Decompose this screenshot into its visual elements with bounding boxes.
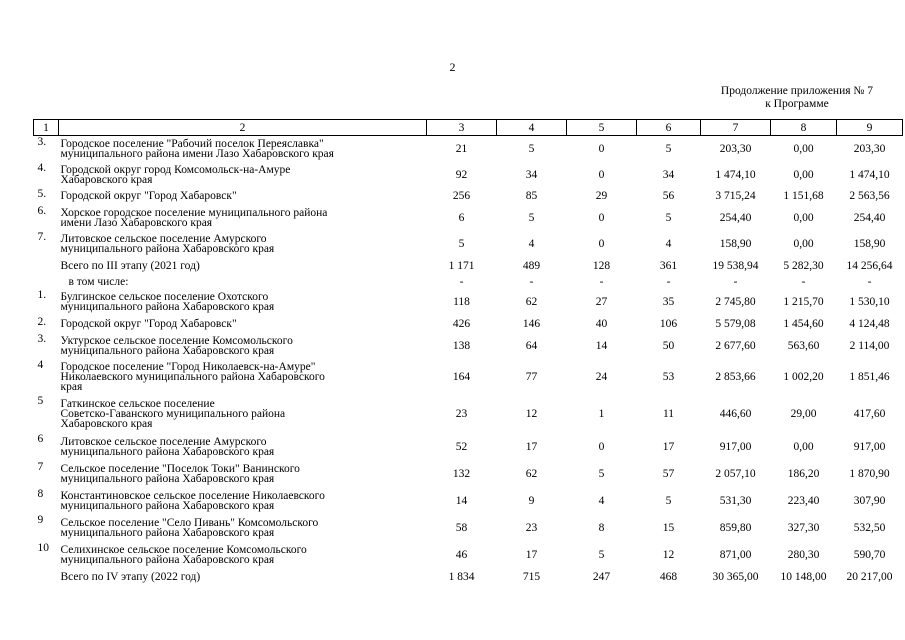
row-name-line: Уктурское сельское поселение Комсомольского (60, 334, 293, 347)
value-cell: 17 (525, 549, 538, 561)
row-name (59, 188, 427, 205)
table-row (34, 188, 903, 205)
value-cell: 1 474,10 (715, 168, 756, 181)
row-name-line: муниципального района Хабаровского края (60, 499, 275, 512)
header-cell: 6 (637, 120, 701, 136)
value-cell: 1 834 (448, 571, 475, 583)
value-cell: 56 (662, 190, 675, 202)
value-cell: 6 (458, 211, 465, 224)
row-name (59, 205, 427, 231)
value-cell: 5 (665, 142, 672, 155)
value-cell: 1 530,10 (849, 296, 890, 308)
value-cell: 1 151,68 (783, 190, 824, 202)
row-number: 6. (37, 204, 47, 217)
header-cell: 5 (567, 120, 637, 136)
value-cell: 11 (662, 407, 675, 420)
table-row (34, 461, 903, 488)
value-cell: 30 365,00 (712, 571, 759, 583)
value-cell: 58 (455, 521, 468, 534)
value-cell: 15 (662, 521, 675, 534)
row-name-line: Хабаровского края (60, 417, 153, 430)
value-cell: 5 (598, 468, 605, 480)
row-name-line: Хабаровского края (60, 173, 153, 186)
value-cell: 0,00 (793, 440, 814, 453)
value-cell: 4 124,48 (849, 318, 890, 330)
value-cell: 223,40 (787, 494, 820, 507)
value-cell: 106 (659, 318, 678, 330)
header-cell: 9 (837, 120, 903, 136)
header-cell: 3 (427, 120, 497, 136)
value-cell: 14 (595, 339, 608, 352)
value-cell: - (459, 275, 464, 288)
row-name (59, 542, 427, 569)
value-cell: 1 870,90 (849, 468, 890, 480)
row-number: 2. (37, 315, 47, 328)
value-cell: 19 538,94 (712, 260, 759, 272)
row-name (59, 258, 427, 275)
value-cell: - (599, 275, 604, 288)
header-cell: 4 (497, 120, 567, 136)
row-name-line: муниципального района Хабаровского края (60, 344, 275, 357)
value-cell: 8 (598, 521, 605, 534)
value-cell: 531,30 (719, 494, 752, 507)
row-name (59, 333, 427, 359)
value-cell: 62 (525, 296, 538, 308)
row-name-line: Всего по III этапу (2021 год) (60, 260, 200, 272)
value-cell: 17 (525, 440, 538, 453)
table-row (34, 162, 903, 188)
value-cell: 4 (598, 494, 605, 507)
row-name-line: Селихинское сельское поселение Комсомольского (60, 544, 307, 556)
value-cell: 64 (525, 339, 538, 352)
value-cell: 40 (595, 318, 608, 330)
value-cell: 859,80 (719, 521, 752, 534)
value-cell: 0 (598, 211, 605, 224)
table-row (34, 433, 903, 461)
row-name-line: муниципального района Хабаровского края (60, 445, 275, 458)
value-cell: 35 (662, 296, 675, 308)
row-number (34, 258, 59, 275)
row-number: 10 (37, 541, 49, 554)
table-row (34, 231, 903, 258)
value-cell: 254,40 (719, 211, 752, 224)
value-cell: 118 (453, 296, 470, 308)
value-cell: 17 (662, 440, 675, 453)
value-cell: 46 (455, 549, 468, 561)
value-cell: 34 (662, 168, 675, 181)
row-name-line: края (60, 380, 83, 393)
value-cell: 14 (455, 494, 468, 507)
value-cell: 2 677,60 (715, 339, 756, 352)
value-cell: 21 (455, 142, 468, 155)
row-number: 3. (37, 136, 47, 148)
value-cell: 132 (452, 468, 471, 480)
value-cell: 186,20 (787, 468, 820, 480)
value-cell: 0 (598, 168, 605, 181)
table-row (34, 136, 903, 162)
value-cell: 92 (455, 168, 468, 181)
value-cell: 14 256,64 (846, 260, 893, 272)
row-name-line: Гаткинское сельское поселение (60, 397, 215, 410)
value-cell: 2 853,66 (715, 370, 756, 383)
program-table (33, 119, 903, 586)
row-name-line: Николаевского муниципального района Хабаровского (60, 370, 325, 383)
row-name-line: Всего по IV этапу (2022 год) (60, 571, 201, 583)
value-cell: 158,90 (719, 238, 752, 250)
value-cell: 590,70 (853, 549, 886, 561)
value-cell: 24 (595, 370, 608, 383)
value-cell: 2 563,56 (849, 190, 890, 202)
value-cell: 0 (598, 440, 605, 453)
value-cell: - (666, 275, 671, 288)
value-cell: 4 (528, 238, 535, 250)
row-number: 5 (37, 394, 44, 407)
header-cell: 8 (771, 120, 837, 136)
row-name (59, 395, 427, 433)
value-cell: 4 (665, 238, 672, 250)
value-cell: 0,00 (793, 238, 814, 250)
value-cell: 0 (598, 142, 605, 155)
value-cell: 1 002,20 (783, 370, 824, 383)
header-cell: 1 (34, 120, 59, 136)
value-cell: 468 (659, 571, 678, 583)
row-name-line: Советско-Гаванского муниципального района (60, 407, 286, 420)
row-number (34, 275, 59, 289)
value-cell: 10 148,00 (780, 571, 827, 583)
row-number: 6 (37, 432, 44, 445)
row-name (59, 569, 427, 586)
row-name-line: Городской округ "Город Хабаровск" (60, 318, 237, 330)
row-name-line: муниципального района Хабаровского края (60, 526, 275, 539)
row-name (59, 488, 427, 514)
value-cell: 27 (595, 296, 608, 308)
row-name-line: муниципального района Хабаровского края (60, 554, 275, 566)
table-row (34, 258, 903, 275)
row-name-line: Сельское поселение "Поселок Токи" Ванинского (60, 463, 300, 475)
value-cell: 489 (522, 260, 541, 272)
value-cell: 563,60 (787, 339, 820, 352)
value-cell: 247 (592, 571, 611, 583)
value-cell: - (733, 275, 738, 288)
value-cell: 29 (595, 190, 608, 202)
value-cell: 446,60 (719, 407, 752, 420)
row-name-line: Хорское городское поселение муниципального района (60, 206, 328, 219)
table-row (34, 275, 903, 289)
value-cell: 138 (452, 339, 471, 352)
page-number: 2 (449, 60, 456, 74)
value-cell: 1 (598, 407, 605, 420)
table-row (34, 488, 903, 514)
table-header-row (34, 120, 903, 136)
value-cell: 532,50 (853, 521, 886, 534)
row-name-line: муниципального района имени Лазо Хабаровского края (60, 147, 334, 160)
value-cell: 2 114,00 (849, 339, 890, 352)
value-cell: 5 (665, 211, 672, 224)
value-cell: 128 (592, 260, 611, 272)
row-name (59, 316, 427, 333)
value-cell: 53 (662, 370, 675, 383)
value-cell: 0,00 (793, 168, 814, 181)
table-row (34, 395, 903, 433)
row-number: 7. (37, 230, 47, 243)
value-cell: 146 (522, 318, 541, 330)
value-cell: 280,30 (787, 549, 820, 561)
value-cell: 52 (455, 440, 468, 453)
value-cell: 417,60 (853, 407, 886, 420)
table-row (34, 542, 903, 569)
row-name (59, 231, 427, 258)
value-cell: 426 (452, 318, 471, 330)
value-cell: 20 217,00 (846, 571, 893, 583)
row-name-line: Городское поселение "Город Николаевск-на-Амуре" (60, 360, 316, 373)
table-row (34, 289, 903, 316)
value-cell: - (529, 275, 534, 288)
value-cell: 0,00 (793, 211, 814, 224)
value-cell: 1 171 (448, 260, 475, 272)
value-cell: - (801, 275, 806, 288)
row-name-line: Булгинское сельское поселение Охотского (60, 291, 269, 303)
value-cell: 5 (665, 494, 672, 507)
row-name (59, 359, 427, 395)
value-cell: 57 (662, 468, 675, 480)
value-cell: 5 282,30 (783, 260, 824, 272)
value-cell: 5 (598, 549, 605, 561)
table-row (34, 333, 903, 359)
row-name (59, 461, 427, 488)
row-name (59, 136, 427, 162)
value-cell: 77 (525, 370, 538, 383)
row-name-line: Сельское поселение "Село Пивань" Комсомольского (60, 516, 319, 529)
value-cell: 158,90 (853, 238, 886, 250)
row-name (59, 275, 427, 289)
row-name-line: муниципального района Хабаровского края (60, 301, 275, 313)
row-name-line: Литовское сельское поселение Амурского (60, 435, 267, 448)
value-cell: 871,00 (719, 549, 752, 561)
appendix-line-1: Продолжение приложения № 7 (720, 85, 873, 97)
value-cell: 203,30 (719, 142, 752, 155)
row-name-line: Городской округ "Город Хабаровск" (60, 190, 237, 202)
value-cell: 5 (458, 238, 465, 250)
table-row (34, 514, 903, 542)
table-row (34, 316, 903, 333)
value-cell: 1 851,46 (849, 370, 890, 383)
value-cell: 5 579,08 (715, 318, 756, 330)
value-cell: 34 (525, 168, 538, 181)
row-number: 4. (37, 161, 47, 174)
row-name (59, 162, 427, 188)
value-cell: 361 (659, 260, 678, 272)
row-name-line: Литовское сельское поселение Амурского (60, 233, 267, 245)
row-name-line: в том числе: (68, 275, 129, 288)
value-cell: 1 215,70 (783, 296, 824, 308)
value-cell: 327,30 (787, 521, 820, 534)
row-name-line: Городской округ город Комсомольск-на-Амуре (60, 163, 291, 176)
value-cell: 2 745,80 (715, 296, 756, 308)
table-row (34, 569, 903, 586)
value-cell: 0 (598, 238, 605, 250)
value-cell: 917,00 (853, 440, 886, 453)
value-cell: 29,00 (790, 407, 817, 420)
row-number: 8 (37, 487, 44, 500)
row-number: 4 (37, 358, 44, 371)
appendix-line-2: к Программе (765, 98, 829, 110)
row-number: 7 (37, 460, 44, 473)
header-cell: 7 (701, 120, 771, 136)
value-cell: 9 (528, 494, 535, 507)
value-cell: 307,90 (853, 494, 886, 507)
value-cell: 254,40 (853, 211, 886, 224)
row-number: 9 (37, 513, 44, 526)
value-cell: 3 715,24 (715, 190, 756, 202)
row-name-line: имени Лазо Хабаровского края (60, 216, 213, 229)
row-name-line: Константиновское сельское поселение Николаевского (60, 489, 325, 502)
value-cell: 5 (528, 211, 535, 224)
value-cell: 23 (525, 521, 538, 534)
row-name-line: муниципального района Хабаровского края (60, 473, 275, 485)
value-cell: 256 (452, 190, 471, 202)
value-cell: 50 (662, 339, 675, 352)
value-cell: 12 (662, 549, 675, 561)
value-cell: 164 (452, 370, 471, 383)
row-name (59, 514, 427, 542)
row-number: 3. (37, 332, 47, 345)
value-cell: - (867, 275, 872, 288)
value-cell: 917,00 (719, 440, 752, 453)
value-cell: 1 474,10 (849, 168, 890, 181)
row-number: 5. (37, 187, 47, 200)
value-cell: 0,00 (793, 142, 814, 155)
row-number: 1. (37, 288, 47, 301)
value-cell: 5 (528, 142, 535, 155)
table-row (34, 359, 903, 395)
appendix-caption (721, 85, 873, 111)
row-name (59, 433, 427, 461)
value-cell: 62 (525, 468, 538, 480)
row-name-line: Городское поселение "Рабочий поселок Переяславка" (60, 137, 324, 150)
row-name-line: муниципального района Хабаровского края (60, 243, 275, 255)
table-body (34, 136, 903, 586)
value-cell: 2 057,10 (715, 468, 756, 480)
value-cell: 12 (525, 407, 538, 420)
value-cell: 1 454,60 (783, 318, 824, 330)
value-cell: 203,30 (853, 142, 886, 155)
row-name (59, 289, 427, 316)
table-row (34, 205, 903, 231)
value-cell: 23 (455, 407, 468, 420)
value-cell: 85 (525, 190, 538, 202)
row-number (34, 569, 59, 586)
header-cell: 2 (59, 120, 427, 136)
value-cell: 715 (522, 571, 541, 583)
